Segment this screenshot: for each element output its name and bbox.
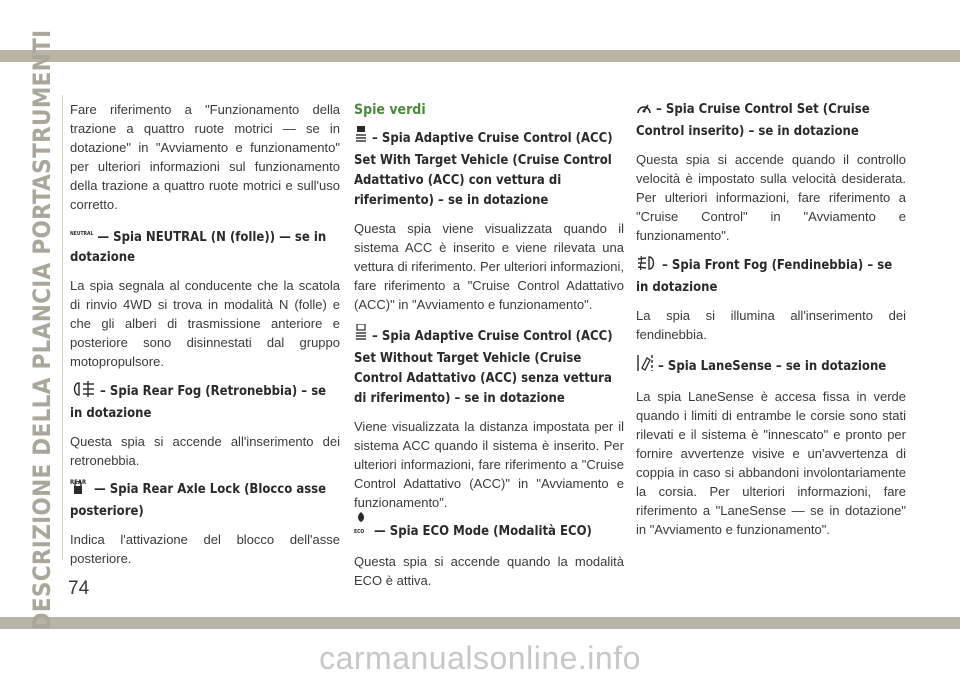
- acc-with-heading: [354, 126, 624, 211]
- page-number: 74: [68, 578, 90, 599]
- column-1: [70, 100, 340, 578]
- neutral-heading: [70, 224, 340, 268]
- lanesense-icon: [636, 354, 654, 379]
- front-fog-icon: [636, 255, 658, 278]
- side-title-container: [22, 29, 62, 631]
- acc-without-title: – Spia Adaptive Cruise Control (ACC) Set Without Target Vehicle (Cruise Control Adattativo (ACC) senza vettura di riferimento) – se in dotazione: [354, 329, 613, 406]
- rearaxle-text: Indica l'attivazione del blocco dell'asse posteriore.: [70, 532, 340, 566]
- lanesense-title: – Spia LaneSense – se in dotazione: [658, 359, 887, 374]
- eco-text: Questa spia si accende quando la modalità ECO è attiva.: [354, 554, 624, 588]
- rearfog-title: – Spia Rear Fog (Retronebbia) – se in dotazione: [70, 384, 327, 421]
- rear-fog-icon: [70, 381, 96, 404]
- cruise-text: Questa spia si accende quando il controllo velocità è impostato sulla velocità desiderata. Per ulteriori informazioni, fare riferimento a "Cruise Control" in "Avviamento e funzionamento".: [636, 152, 906, 243]
- intro-paragraph: Fare riferimento a "Funzionamento della trazione a quattro ruote motrici — se in dotazione" in "Avviamento e funzionamento" per ulteriori informazioni sul funzionamento della trazione a quattro ruote motrici e sull'uso corretto.: [70, 102, 340, 212]
- acc-without-text: Viene visualizzata la distanza impostata per il sistema ACC quando il sistema è inserito. Per ulteriori informazioni, fare riferimento a "Cruise Control Adattativo (ACC)" in "Avviamento e funzionamento".: [354, 419, 624, 510]
- acc-with-text: Questa spia viene visualizzata quando il sistema ACC è inserito e viene rilevata una vettura di riferimento. Per ulteriori informazioni, fare riferimento a "Cruise Control Adattativo (ACC)" in "Avviamento e funzionamento".: [354, 221, 624, 312]
- eco-title: — Spia ECO Mode (Modalità ECO): [374, 524, 592, 539]
- watermark: carmanualsonline.info: [319, 640, 641, 676]
- frontfog-title: – Spia Front Fog (Fendinebbia) – se in dotazione: [636, 258, 893, 295]
- neutral-title: — Spia NEUTRAL (N (folle)) — se in dotazione: [70, 230, 327, 265]
- eco-mode-icon: ECO: [354, 522, 370, 544]
- rearaxle-title: — Spia Rear Axle Lock (Blocco asse posteriore): [70, 482, 327, 519]
- lanesense-heading: [636, 354, 906, 379]
- neutral-text: La spia segnala al conducente che la scatola di rinvio 4WD si trova in modalità N (folle) e che gli alberi di trasmissione anteriore e posteriore sono disinnestati dal gruppo motopropulsore.: [70, 278, 340, 369]
- top-margin: [0, 0, 960, 50]
- cruise-control-icon: [636, 101, 652, 122]
- acc-with-target-icon: [354, 126, 368, 151]
- eco-heading: [354, 522, 624, 544]
- acc-without-heading: [354, 324, 624, 409]
- acc-with-title: – Spia Adaptive Cruise Control (ACC) Set With Target Vehicle (Cruise Control Adattativo (ACC) con vettura di riferimento) – se in dotazione: [354, 131, 613, 208]
- rearfog-text: Questa spia si accende all'inserimento dei retronebbia.: [70, 434, 340, 468]
- frontfog-heading: [636, 255, 906, 298]
- lanesense-text: La spia LaneSense è accesa fissa in verde quando i limiti di entrambe le corsie sono stati rilevati e il sistema è "innescato" e pronto per fornire avvertenze visive e un'avvertenza di coppia in caso si abbandoni involontariamente la corsia. Per ulteriori informazioni, fare riferimento a "LaneSense — se in dotazione" in "Avviamento e funzionamento".: [636, 389, 906, 537]
- column-2: [354, 100, 624, 600]
- section-green-lights: Spie verdi: [354, 102, 426, 118]
- bottom-bar: [0, 617, 960, 629]
- frontfog-text: La spia si illumina all'inserimento dei fendinebbia.: [636, 308, 906, 342]
- top-bar: [0, 50, 960, 62]
- rearfog-heading: [70, 381, 340, 424]
- side-divider: [62, 95, 63, 560]
- cruise-title: – Spia Cruise Control Set (Cruise Control inserito) – se in dotazione: [636, 102, 870, 139]
- column-3: [636, 100, 906, 549]
- cruise-heading: [636, 100, 906, 142]
- neutral-icon: NEUTRAL: [70, 231, 94, 237]
- acc-without-target-icon: [354, 324, 368, 349]
- rearaxle-heading: [70, 480, 340, 522]
- side-title: DESCRIZIONE DELLA PLANCIA PORTASTRUMENTI: [28, 29, 56, 631]
- rear-axle-lock-icon: REAR: [70, 481, 90, 502]
